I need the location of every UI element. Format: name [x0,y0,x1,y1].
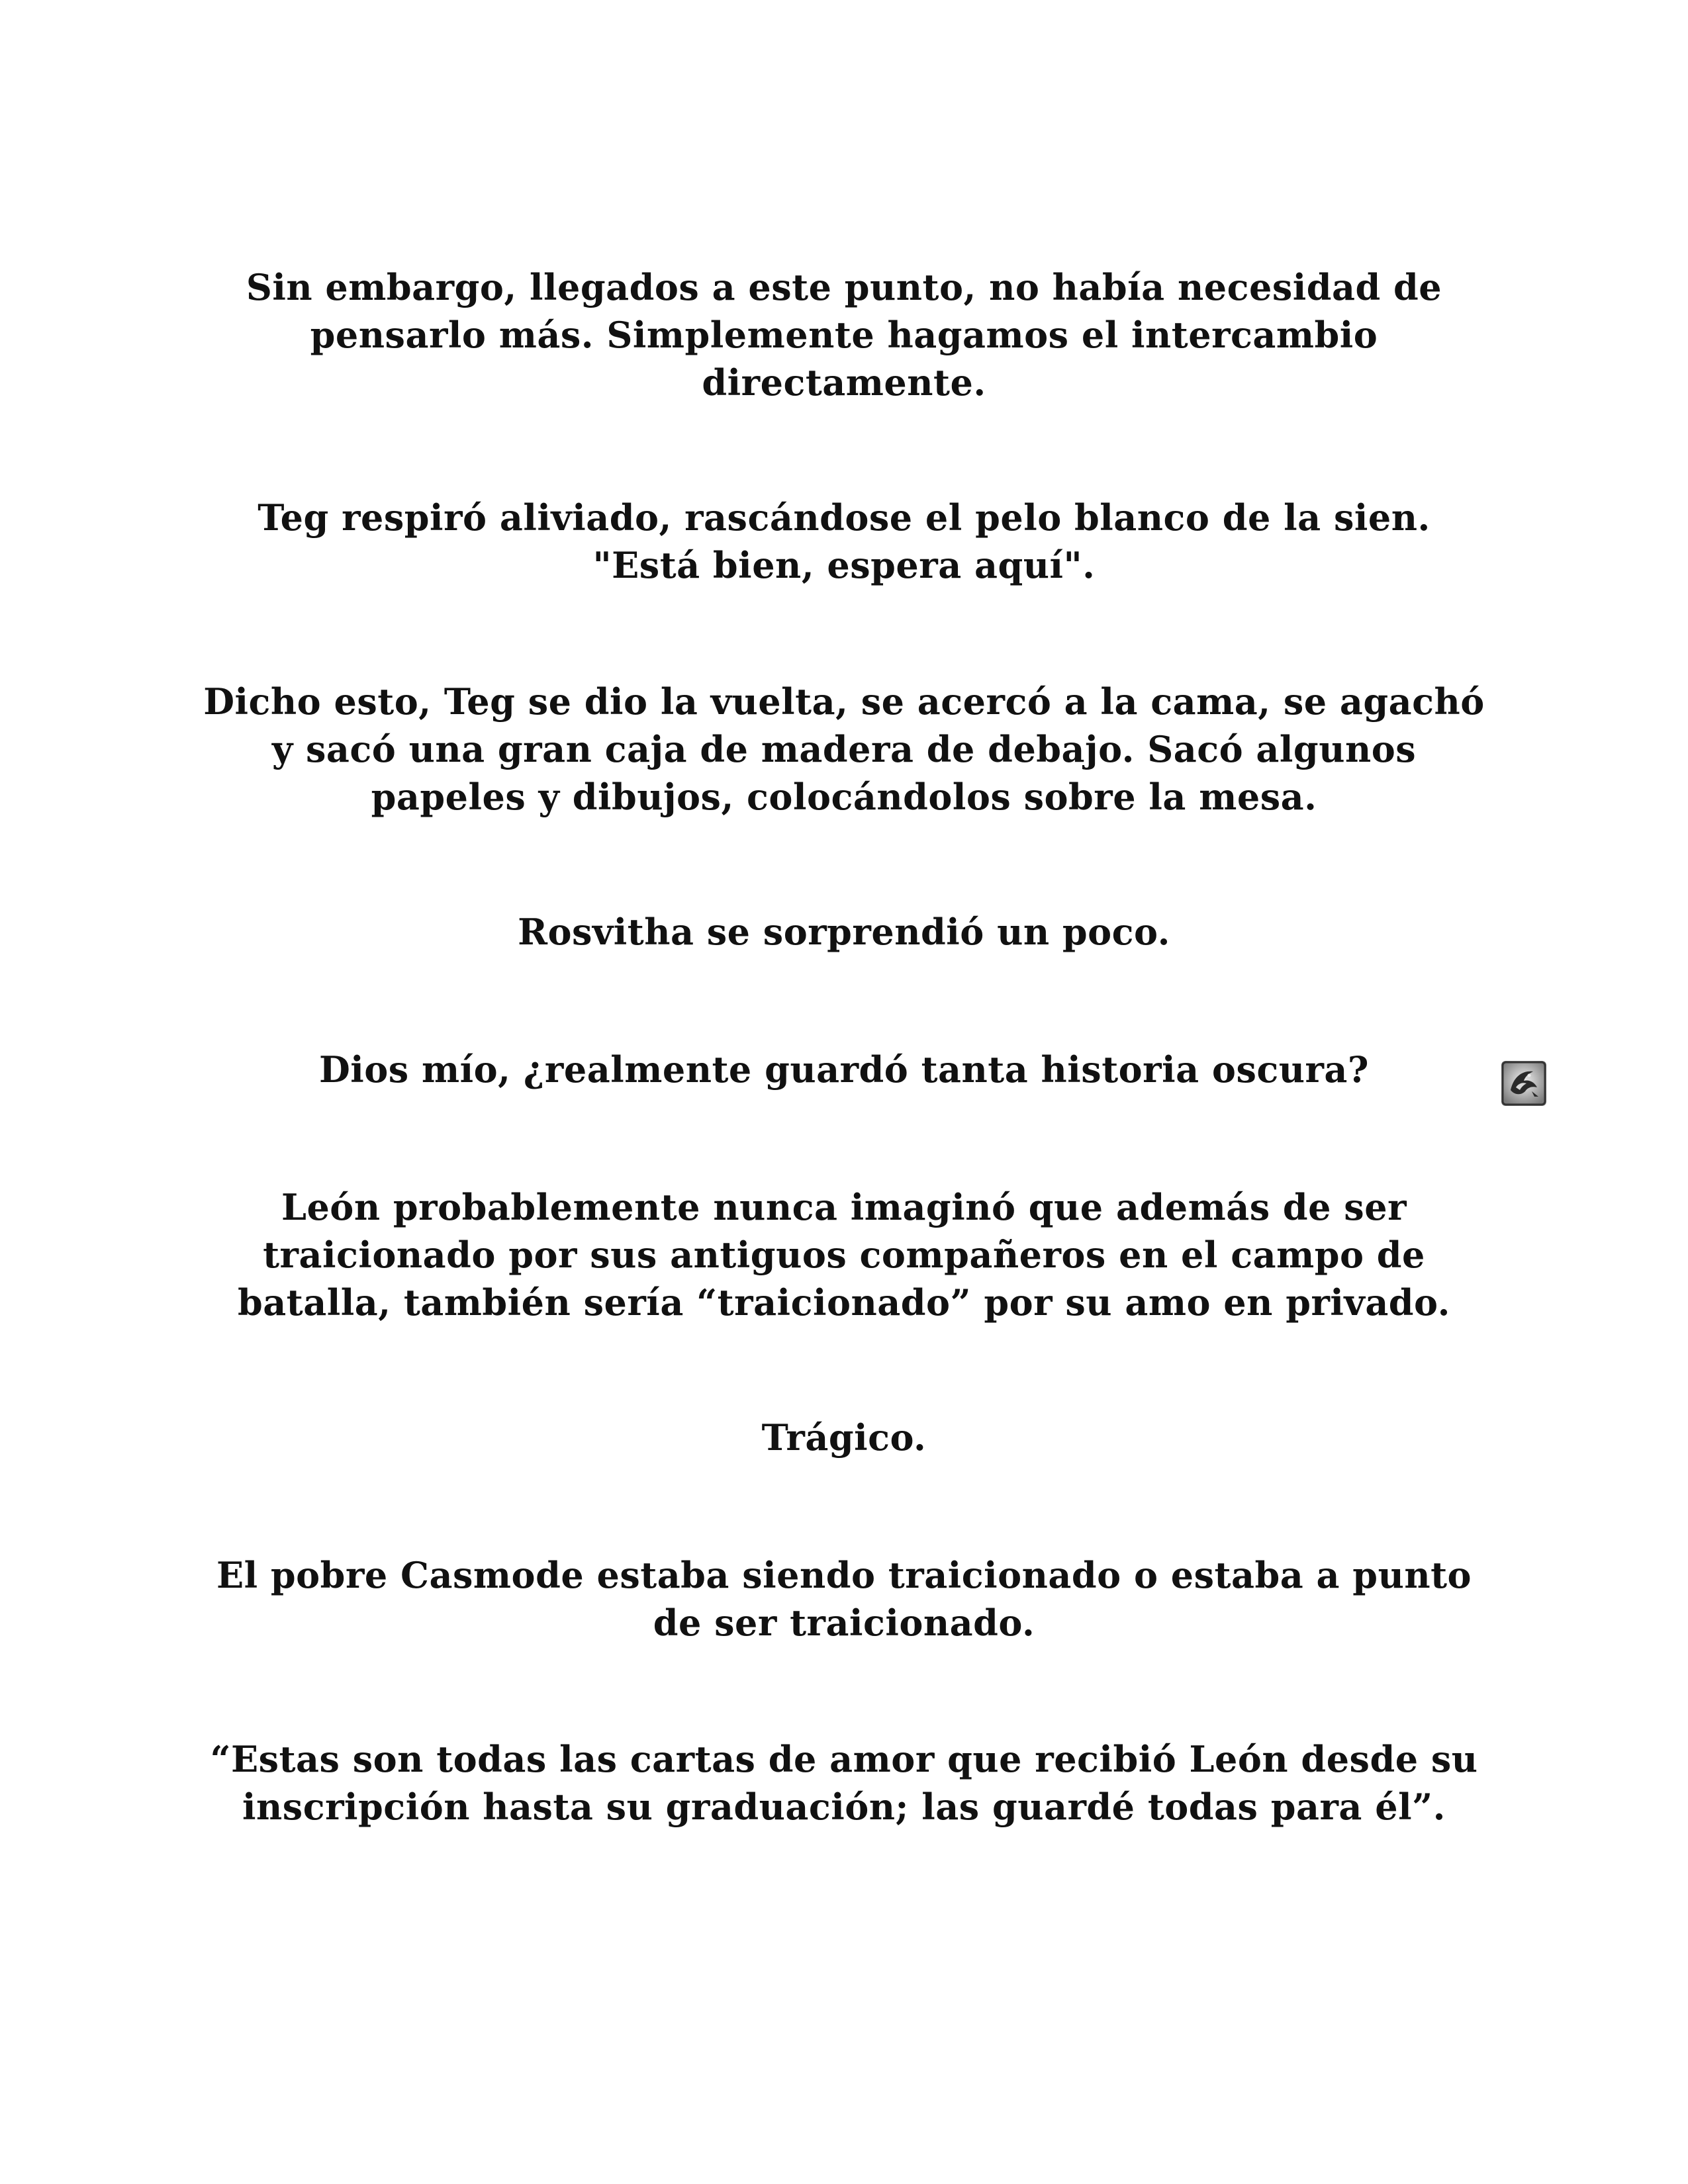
paragraph-2: Teg respiró aliviado, rascándose el pelo blanco de la sien. "Está bien, espera aquí". [258,496,1430,586]
paragraph-6: León probablemente nunca imaginó que además de ser traicionado por sus antiguos compañeros en el campo de batalla, también sería “traicionado” por su amo en privado. [238,1186,1450,1324]
paragraph-5: Dios mío, ¿realmente guardó tanta historia oscura? [318,1048,1370,1091]
paragraph-4: Rosvitha se sorprendió un poco. [518,911,1170,953]
dragon-emblem-icon [1501,1061,1546,1106]
paragraph-8: El pobre Casmode estaba siendo traicionado o estaba a punto de ser traicionado. [216,1554,1472,1644]
paragraph-7: Trágico. [761,1416,927,1459]
paragraph-9: “Estas son todas las cartas de amor que recibió León desde su inscripción hasta su graduación; las guardé todas para él”. [210,1738,1478,1828]
paragraph-3: Dicho esto, Teg se dio la vuelta, se acercó a la cama, se agachó y sacó una gran caja de madera de debajo. Sacó algunos papeles y dibujos, colocándolos sobre la mesa. [203,680,1485,818]
paragraph-1: Sin embargo, llegados a este punto, no había necesidad de pensarlo más. Simplemente hagamos el intercambio directamente. [246,266,1442,404]
